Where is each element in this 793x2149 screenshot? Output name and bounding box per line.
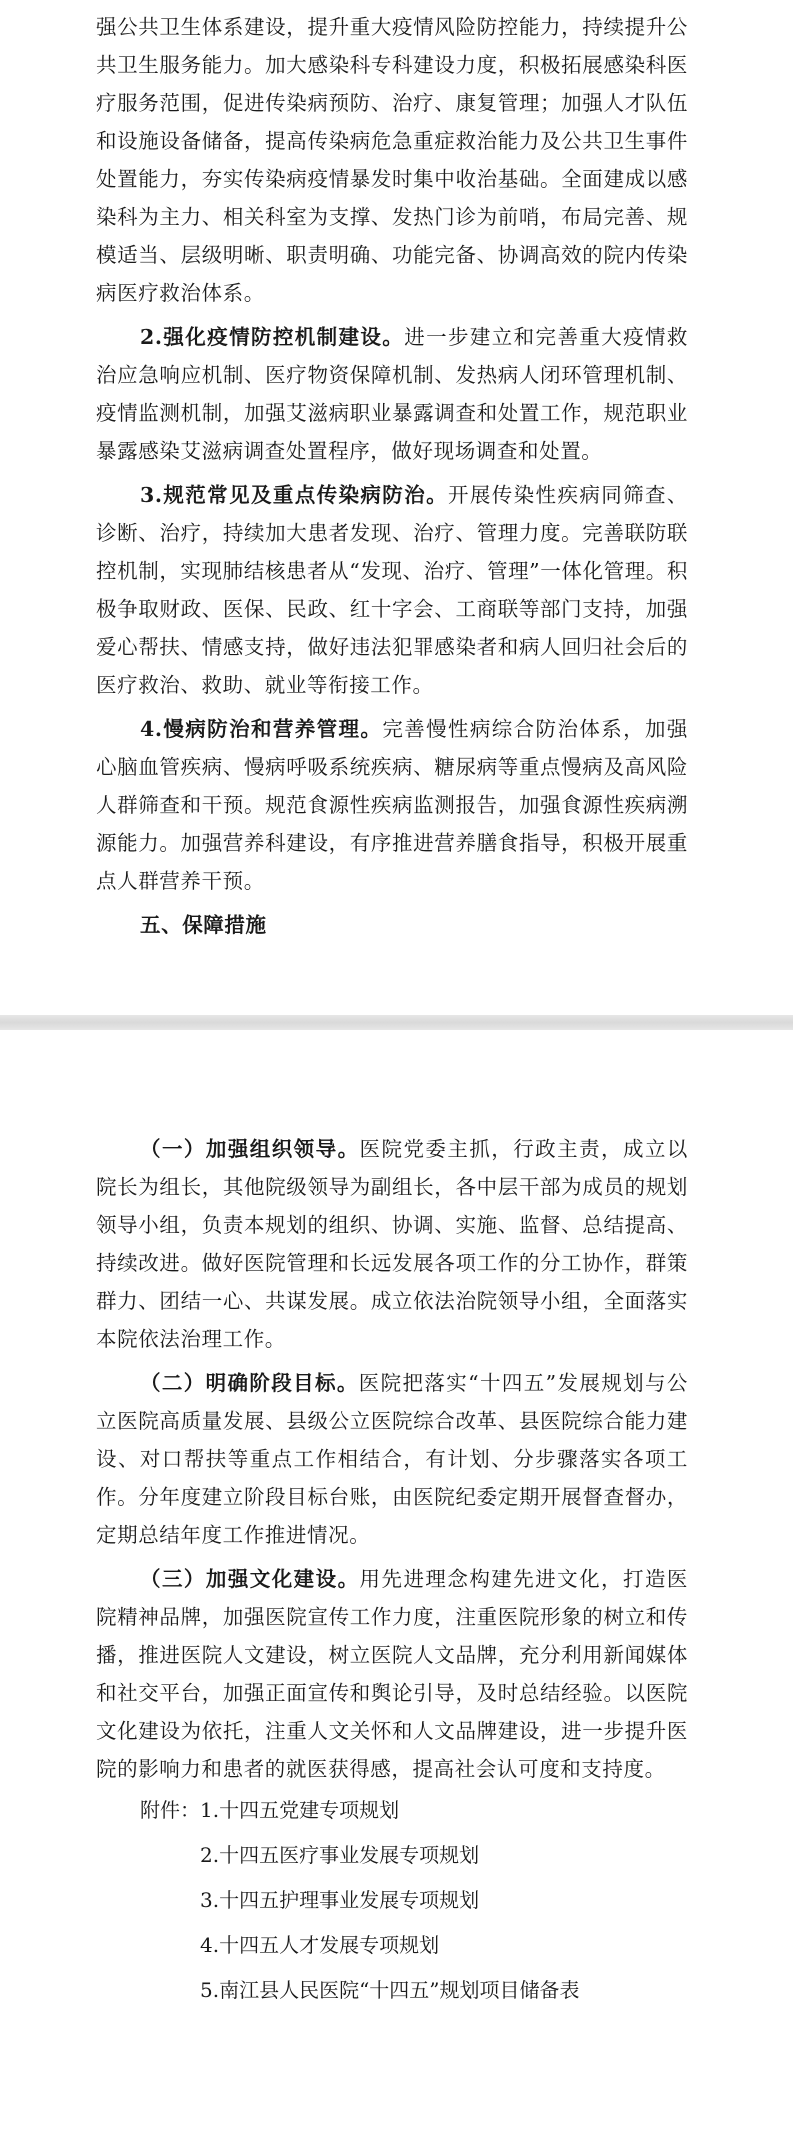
measure-2-body: 医院把落实“十四五”发展规划与公立医院高质量发展、县级公立医院综合改革、县医院综合能力建设、对口帮扶等重点工作相结合，有计划、分步骤落实各项工作。分年度建立阶段目标台账，由医院纪委定期开展督查督办，定期总结年度工作推进情况。 bbox=[96, 1371, 689, 1547]
attachment-item bbox=[140, 1968, 700, 2013]
attachment-5: 5.南江县人民医院“十四五”规划项目储备表 bbox=[200, 1978, 580, 2002]
measure-2-heading: （二）明确阶段目标。 bbox=[140, 1371, 359, 1395]
continuation-paragraph: 强公共卫生体系建设，提升重大疫情风险防控能力，持续提升公共卫生服务能力。加大感染科专科建设力度，积极拓展感染科医疗服务范围，促进传染病预防、治疗、康复管理；加强人才队伍和设施设备储备，提高传染病危急重症救治能力及公共卫生事件处置能力，夯实传染病疫情暴发时集中收治基础。全面建成以感染科为主力、相关科室为支撑、发热门诊为前哨，布局完善、规模适当、层级明晰、职责明确、功能完备、协调高效的院内传染病医疗救治体系。 bbox=[96, 15, 688, 305]
measure-1-heading: （一）加强组织领导。 bbox=[140, 1137, 360, 1161]
measure-1-paragraph bbox=[96, 1130, 688, 1358]
measure-3-body: 用先进理念构建先进文化，打造医院精神品牌，加强医院宣传工作力度，注重医院形象的树立和传播，推进医院人文建设，树立医院人文品牌，充分利用新闻媒体和社交平台，加强正面宣传和舆论引导，及时总结经验。以医院文化建设为依托，注重人文关怀和人文品牌建设，进一步提升医院的影响力和患者的就医获得感，提高社会认可度和支持度。 bbox=[96, 1567, 689, 1781]
attachment-4: 4.十四五人才发展专项规划 bbox=[200, 1933, 440, 1957]
attachments-label: 附件： bbox=[140, 1798, 200, 1822]
attachments-list bbox=[140, 1788, 700, 2013]
document-page-2 bbox=[0, 1030, 793, 2149]
attachment-item bbox=[140, 1833, 700, 1878]
item-2-heading: 2.强化疫情防控机制建设。 bbox=[140, 325, 405, 349]
attachment-2: 2.十四五医疗事业发展专项规划 bbox=[200, 1843, 480, 1867]
page-separator bbox=[0, 1015, 793, 1030]
attachment-3: 3.十四五护理事业发展专项规划 bbox=[200, 1888, 480, 1912]
item-4-body: 完善慢性病综合防治体系，加强心脑血管疾病、慢病呼吸系统疾病、糖尿病等重点慢病及高风险人群筛查和干预。规范食源性疾病监测报告，加强食源性疾病溯源能力。加强营养科建设，有序推进营养膳食指导，积极开展重点人群营养干预。 bbox=[96, 717, 688, 893]
document-page-1 bbox=[0, 0, 793, 1015]
measure-3-heading: （三）加强文化建设。 bbox=[140, 1567, 360, 1591]
item-2-body: 进一步建立和完善重大疫情救治应急响应机制、医疗物资保障机制、发热病人闭环管理机制、疫情监测机制，加强艾滋病职业暴露调查和处置工作，规范职业暴露感染艾滋病调查处置程序，做好现场调查和处置。 bbox=[96, 325, 688, 463]
item-4-heading: 4.慢病防治和营养管理。 bbox=[140, 717, 383, 741]
section-title: 五、保障措施 bbox=[140, 913, 267, 937]
measure-2-paragraph bbox=[96, 1364, 688, 1554]
attachment-1: 1.十四五党建专项规划 bbox=[200, 1798, 400, 1822]
page1-body bbox=[96, 8, 688, 944]
measure-3-paragraph bbox=[96, 1560, 688, 1788]
item-4-paragraph bbox=[96, 710, 688, 900]
attachment-item bbox=[140, 1878, 700, 1923]
item-3-paragraph bbox=[96, 476, 688, 704]
measure-1-body: 医院党委主抓，行政主责，成立以院长为组长，其他院级领导为副组长，各中层干部为成员的规划领导小组，负责本规划的组织、协调、实施、监督、总结提高、持续改进。做好医院管理和长远发展各项工作的分工协作，群策群力、团结一心、共谋发展。成立依法治院领导小组，全面落实本院依法治理工作。 bbox=[96, 1137, 689, 1351]
item-2-paragraph bbox=[96, 318, 688, 470]
attachment-item bbox=[140, 1788, 700, 1833]
item-3-heading: 3.规范常见及重点传染病防治。 bbox=[140, 483, 448, 507]
item-3-body: 开展传染性疾病同筛查、诊断、治疗，持续加大患者发现、治疗、管理力度。完善联防联控机制，实现肺结核患者从“发现、治疗、管理”一体化管理。积极争取财政、医保、民政、红十字会、工商联等部门支持，加强爱心帮扶、情感支持，做好违法犯罪感染者和病人回归社会后的医疗救治、救助、就业等衔接工作。 bbox=[96, 483, 688, 697]
page2-body bbox=[96, 1130, 688, 1794]
attachment-item bbox=[140, 1923, 700, 1968]
